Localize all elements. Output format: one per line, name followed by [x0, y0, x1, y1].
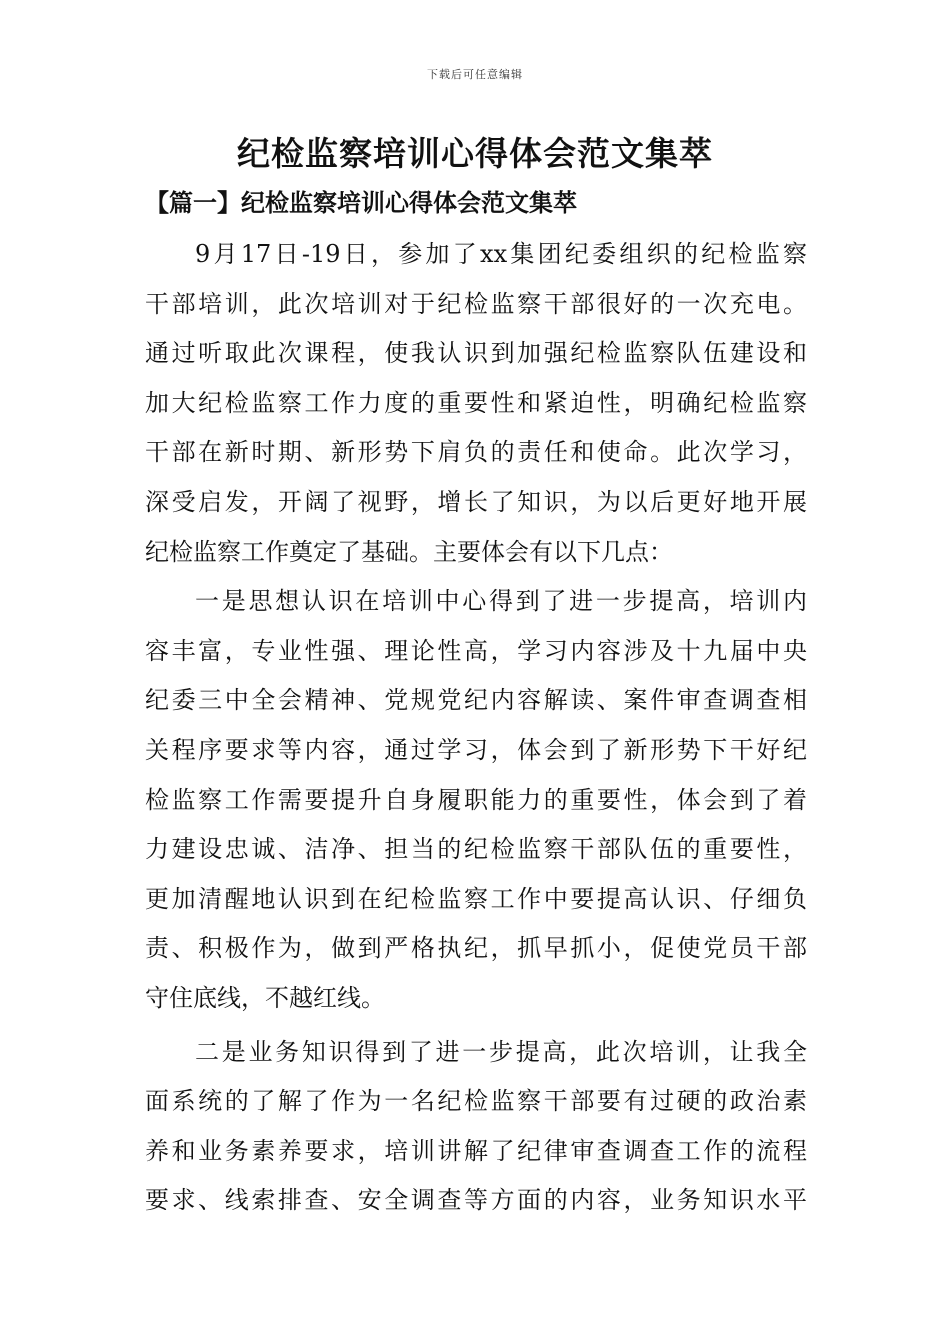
- header-note: 下载后可任意编辑: [427, 68, 523, 81]
- document-body: [145, 230, 807, 1226]
- text-line: 通过听取此次课程，使我认识到加强纪检监察队伍建设和: [145, 339, 807, 368]
- text-line: 纪检监察工作奠定了基础。主要体会有以下几点：: [145, 537, 673, 566]
- paragraph-1: [145, 230, 807, 577]
- text-line: 守住底线，不越红线。: [145, 983, 385, 1012]
- text-line: 责、积极作为，做到严格执纪，抓早抓小，促使党员干部: [145, 934, 807, 963]
- text-line: 养和业务素养要求，培训讲解了纪律审查调查工作的流程: [145, 1136, 807, 1165]
- text-line: 要求、线索排查、安全调查等方面的内容，业务知识水平: [145, 1186, 807, 1215]
- section-heading: 【篇一】纪检监察培训心得体会范文集萃: [145, 188, 577, 217]
- text-line: 深受启发，开阔了视野，增长了知识，为以后更好地开展: [145, 487, 807, 516]
- text-line: 纪委三中全会精神、党规党纪内容解读、案件审查调查相: [145, 686, 807, 715]
- text-line: 一是思想认识在培训中心得到了进一步提高，培训内: [195, 587, 807, 616]
- text-line: 面系统的了解了作为一名纪检监察干部要有过硬的政治素: [145, 1087, 807, 1116]
- text-line: 关程序要求等内容，通过学习，体会到了新形势下干好纪: [145, 735, 807, 764]
- text-line: 更加清醒地认识到在纪检监察工作中要提高认识、仔细负: [145, 884, 807, 913]
- document-title: 纪检监察培训心得体会范文集萃: [237, 134, 713, 173]
- text-line: 干部培训，此次培训对于纪检监察干部很好的一次充电。: [145, 289, 807, 318]
- paragraph-3: [145, 1028, 807, 1226]
- text-line: 力建设忠诚、洁净、担当的纪检监察干部队伍的重要性，: [145, 835, 807, 864]
- text-line: 干部在新时期、新形势下肩负的责任和使命。此次学习，: [145, 438, 807, 467]
- text-line: 容丰富，专业性强、理论性高，学习内容涉及十九届中央: [145, 636, 807, 665]
- text-line: 二是业务知识得到了进一步提高，此次培训，让我全: [195, 1037, 807, 1066]
- text-line: 9月17日-19日，参加了xx集团纪委组织的纪检监察: [195, 240, 807, 268]
- paragraph-2: [145, 577, 807, 1023]
- text-line: 检监察工作需要提升自身履职能力的重要性，体会到了着: [145, 785, 807, 814]
- text-line: 加大纪检监察工作力度的重要性和紧迫性，明确纪检监察: [145, 388, 807, 417]
